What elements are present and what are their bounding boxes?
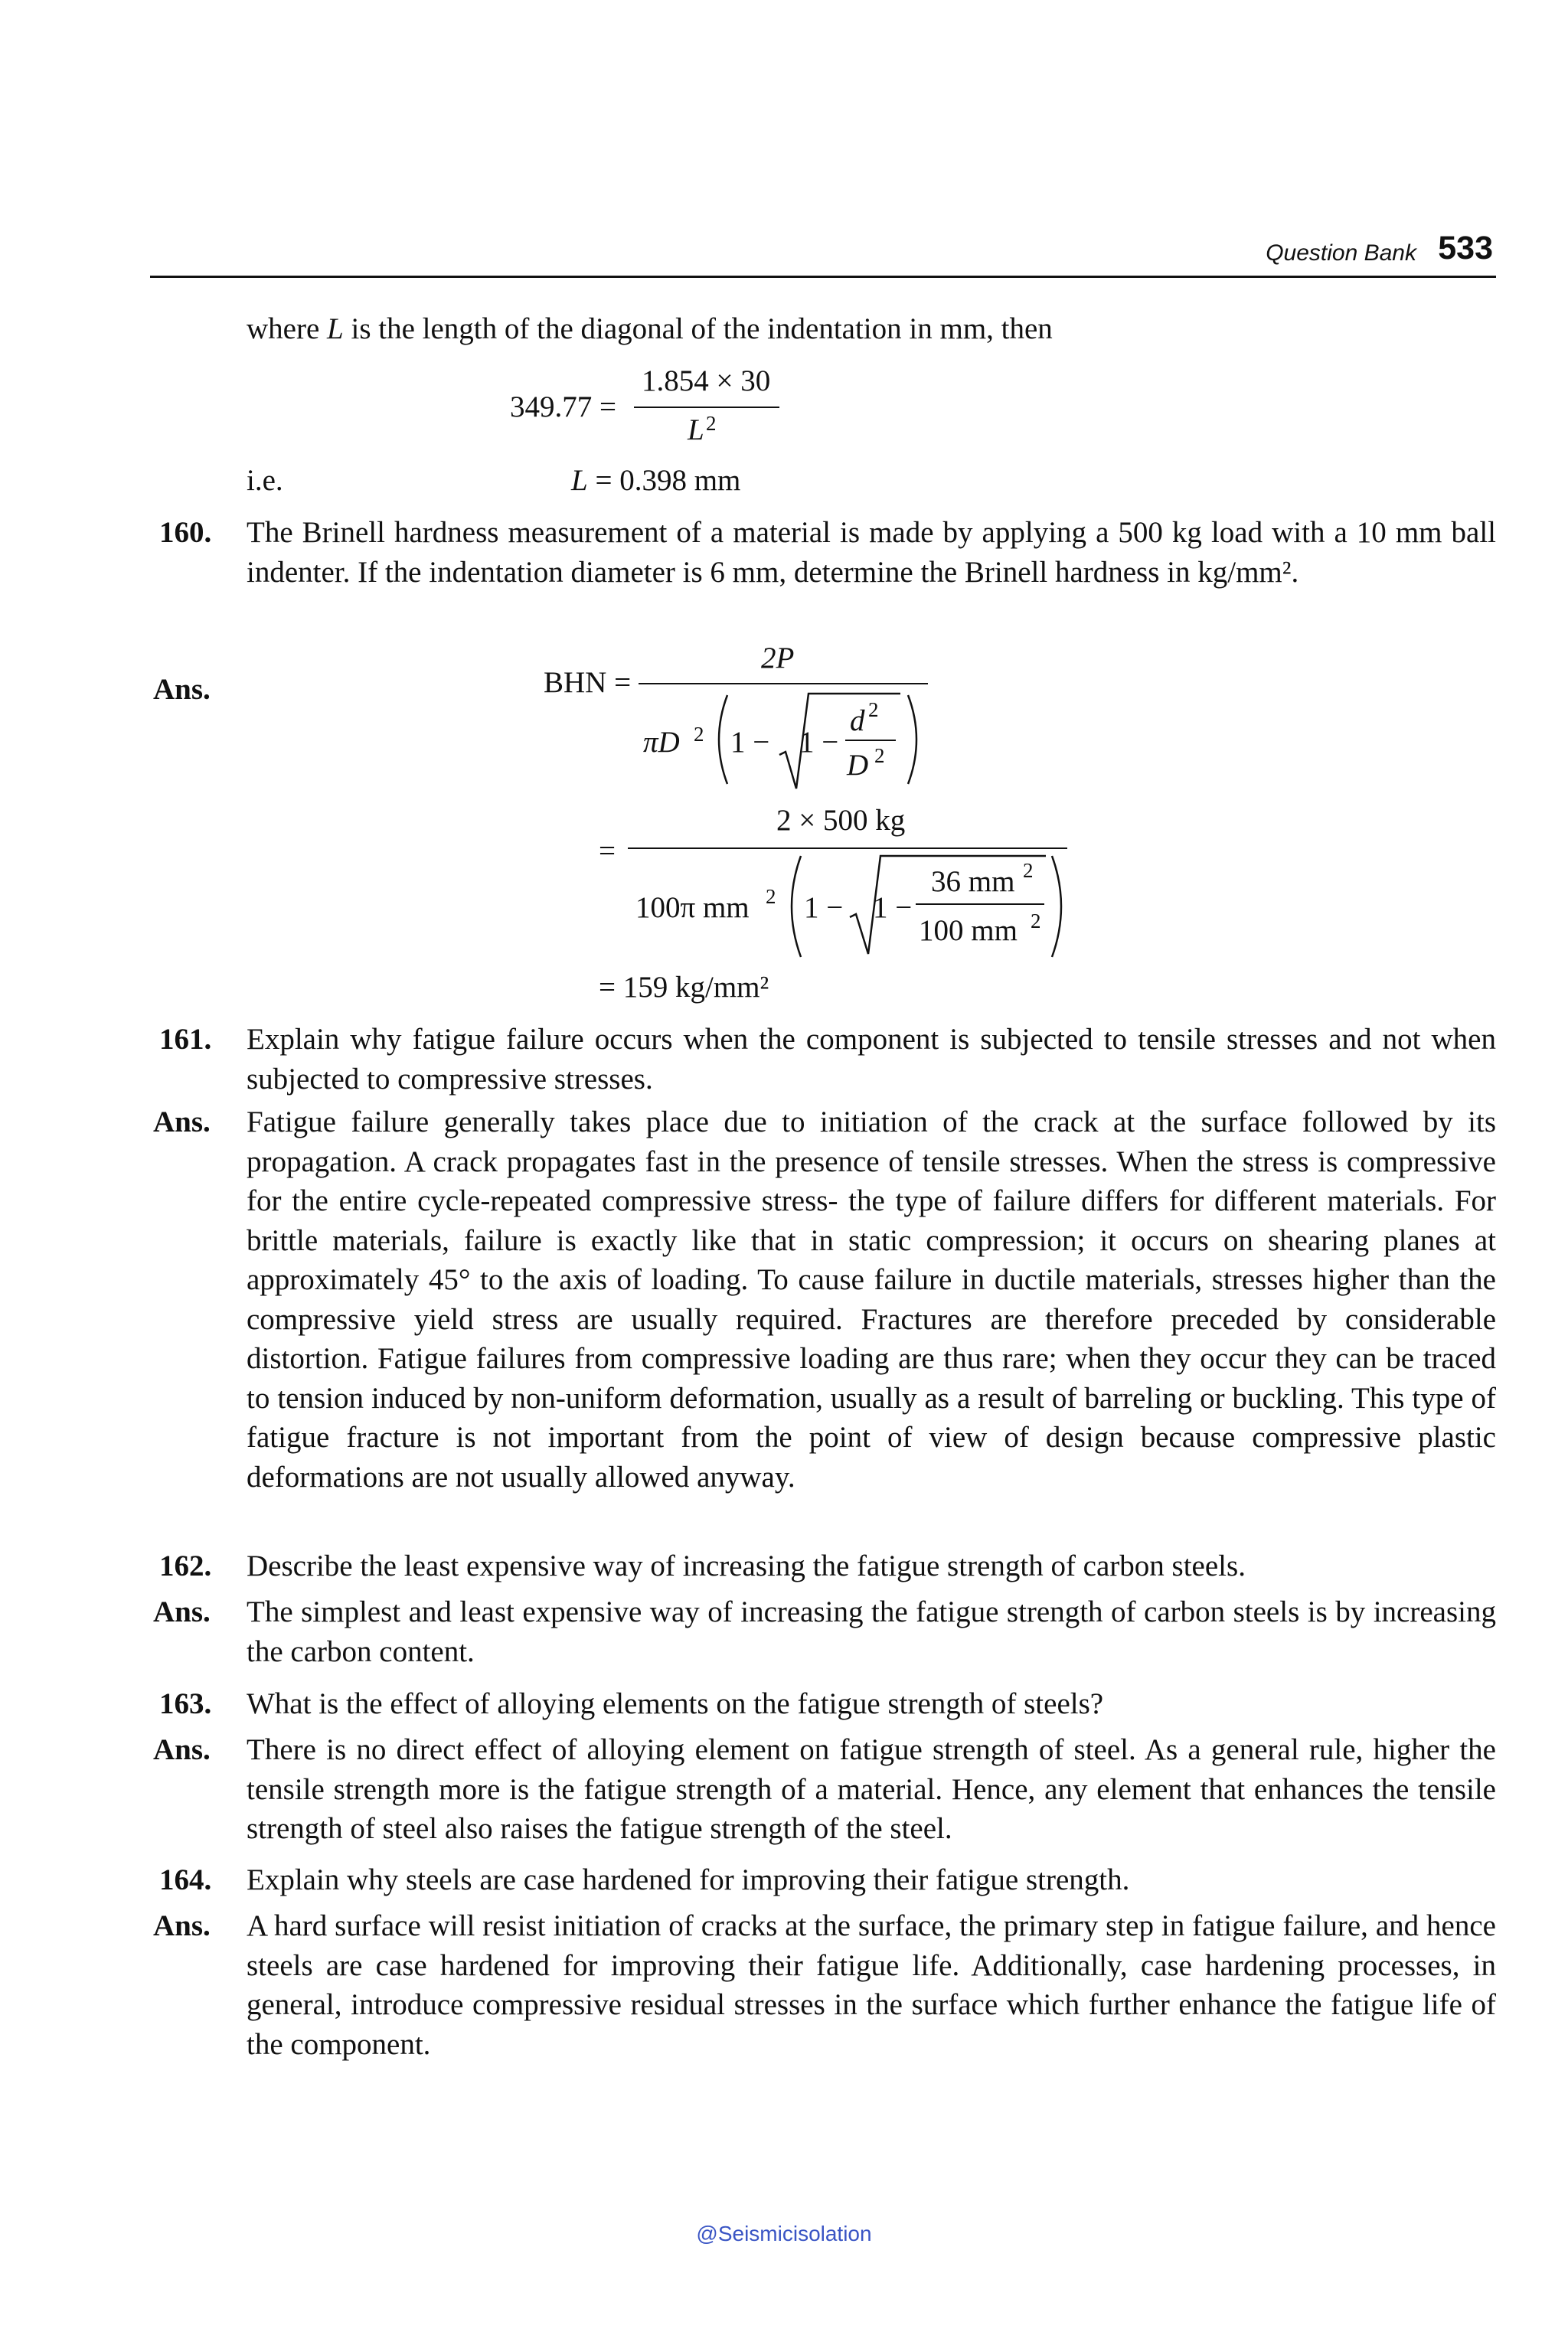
q164-question: Explain why steels are case hardened for improving their fatigue strength.: [247, 1863, 1130, 1896]
bhn-inner-num: d: [850, 704, 865, 737]
q160-ans-label: Ans.: [153, 673, 211, 706]
bhn-pi-d: πD: [643, 726, 680, 759]
bhn-lhs: BHN =: [544, 666, 632, 699]
bhn-result: = 159 kg/mm²: [599, 971, 769, 1004]
step2-prefix-exp: 2: [766, 885, 776, 908]
q161-ans-label: Ans.: [153, 1105, 211, 1138]
intro-text-a: where: [247, 312, 328, 345]
q163-question: What is the effect of alloying elements on the fatigue strength of steels?: [247, 1687, 1104, 1720]
q163-number: 163.: [159, 1687, 212, 1720]
q162-ans-label: Ans.: [153, 1595, 211, 1628]
q162-answer: The simplest and least expensive way of increasing the fatigue strength of carbon steels is by increasing the carbon content.: [247, 1595, 1496, 1668]
step2-prefix: 100π mm: [635, 891, 750, 924]
step2-equals: =: [599, 834, 616, 867]
step2-inner-one-minus: 1 −: [873, 891, 913, 924]
step2-inner-num: 36 mm: [931, 865, 1015, 898]
eq1-denominator-exp: 2: [706, 412, 717, 435]
q161-question: Explain why fatigue failure occurs when the component is subjected to tensile stresses and not when subjected to compressive stresses.: [247, 1023, 1496, 1096]
footer-watermark: @Seismicisolation: [696, 2222, 872, 2245]
q164-number: 164.: [159, 1863, 212, 1896]
page-number: 533: [1438, 230, 1493, 266]
eq2-var: L: [571, 464, 588, 497]
q160-number: 160.: [159, 516, 212, 549]
running-header-title: Question Bank: [1266, 240, 1416, 266]
bhn-inner-one-minus: 1 −: [799, 726, 839, 759]
step2-numerator: 2 × 500 kg: [776, 804, 906, 837]
bhn-inner-den-exp: 2: [874, 744, 885, 767]
step2-inner-den: 100 mm: [919, 914, 1018, 947]
eq1-numerator: 1.854 × 30: [642, 364, 771, 397]
bhn-numerator: 2P: [761, 642, 795, 674]
bhn-inner-den: D: [847, 749, 869, 782]
step2-inner-den-exp: 2: [1031, 910, 1041, 932]
bhn-pi-d-exp: 2: [694, 723, 704, 746]
step2-inner-num-exp: 2: [1023, 859, 1034, 882]
step2-one-minus: 1 −: [804, 891, 844, 924]
q164-ans-label: Ans.: [153, 1909, 211, 1942]
q162-question: Describe the least expensive way of increasing the fatigue strength of carbon steels.: [247, 1550, 1246, 1582]
intro-text-b: is the length of the diagonal of the indentation in mm, then: [343, 312, 1053, 345]
q164-answer: A hard surface will resist initiation of cracks at the surface, the primary step in fatigue failure, and hence steels are case hardened for improving their fatigue life. Additionally, case hardening processes, in general, introduce compressive residual stresses in the surface which further enhance the fatigue life of the component.: [247, 1909, 1496, 2061]
bhn-inner-num-exp: 2: [868, 698, 879, 721]
q161-answer: Fatigue failure generally takes place due to initiation of the crack at the surface followed by its propagation. A crack propagates fast in the presence of tensile stresses. When the stress is compressive for the entire cycle-repeated compressive stress- the type of failure differs for different materials. For brittle materials, failure is exactly like that in static compression; it occurs on shearing planes at approximately 45° to the axis of loading. To cause failure in ductile materials, stresses higher than the compressive yield stress are usually required. Fractures are therefore preceded by considerable distortion. Fatigue failures from compressive loading are thus rare; when they occur they can be traced to tension induced by non-uniform deformation, usually as a result of barreling or buckling. This type of fatigue fracture is not important from the point of view of design because compressive plastic deformations are not usually allowed anyway.: [247, 1105, 1496, 1494]
q160-question: The Brinell hardness measurement of a material is made by applying a 500 kg load with a 10 mm ball indenter. If the indentation diameter is 6 mm, determine the Brinell hardness in kg/mm².: [247, 516, 1496, 589]
intro-var: L: [327, 312, 344, 345]
eq1-denominator-var: L: [688, 413, 704, 446]
q162-number: 162.: [159, 1550, 212, 1582]
eq2-rest: = 0.398 mm: [587, 464, 741, 497]
q161-number: 161.: [159, 1023, 212, 1056]
eq1-lhs: 349.77 =: [510, 390, 616, 423]
q163-answer: There is no direct effect of alloying element on fatigue strength of steel. As a general rule, higher the tensile strength more is the fatigue strength of a material. Hence, any element that enhances the tensile strength of steel also raises the fatigue strength of the steel.: [247, 1733, 1496, 1845]
ie-label: i.e.: [247, 464, 283, 497]
q163-ans-label: Ans.: [153, 1733, 211, 1766]
bhn-one-minus: 1 −: [730, 726, 770, 759]
